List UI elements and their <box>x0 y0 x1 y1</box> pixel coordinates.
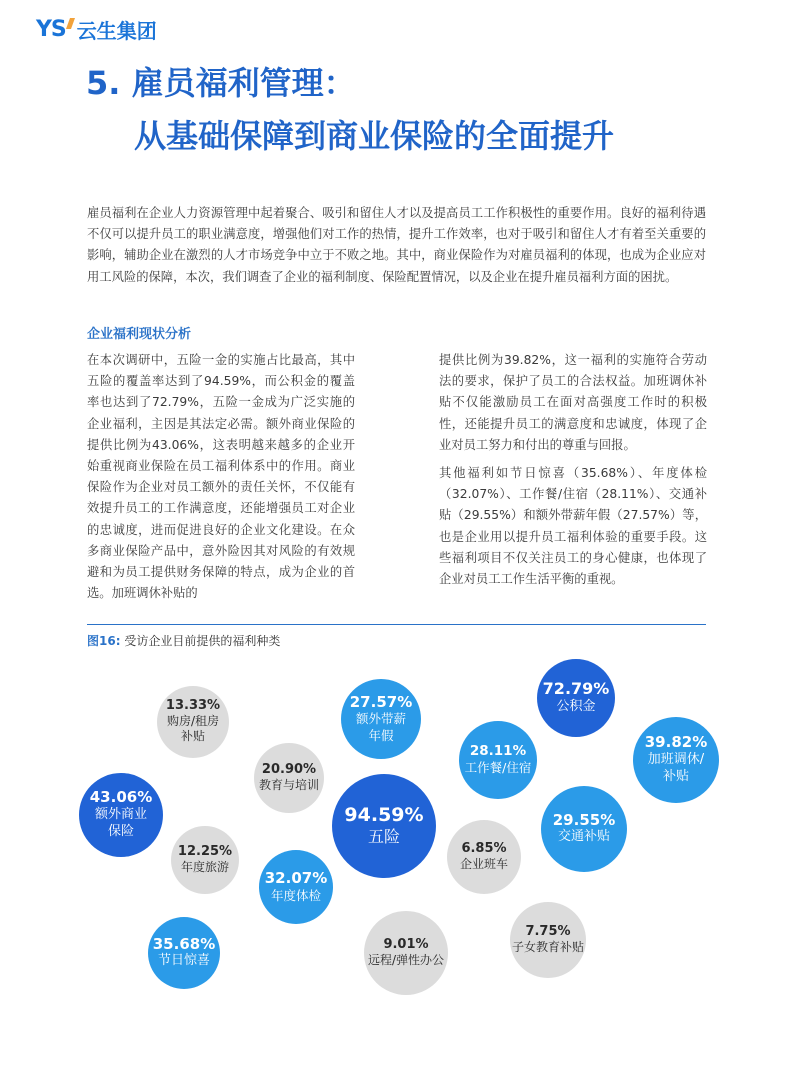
bubble-label: 年度旅游 <box>180 859 229 874</box>
logo-mark-icon <box>66 18 75 29</box>
page-title-line1: 5. 雇员福利管理： <box>86 64 356 102</box>
left-paragraph: 在本次调研中，五险一金的实施占比最高，其中五险的覆盖率达到了94.59%，而公积金的覆盖率也达到了72.79%，五险一金成为广泛实施的企业福利，主因是其法定必需。额外商业保险的提供比例为43.06%，这表明越来越多的企业开始重视商业保险在员工福利体系中的作用。商业保险作为企业对员工额外的责任关怀，不仅能有效提升员工的工作满意度，还能增强员工对企业的忠诚度，进而促进良好的企业文化建设。在众多商业保险产品中，意外险因其对风险的有效规避和为员工提供财务保障的特点，成为企业的首选。加班调休补贴的 <box>87 353 355 601</box>
bubble-14 <box>510 902 586 978</box>
bubble-label: 节日惊喜 <box>157 953 210 969</box>
bubble-10 <box>254 743 324 813</box>
bubble-label: 企业班车 <box>459 856 508 871</box>
bubble-6 <box>259 850 333 924</box>
right-paragraph-1: 提供比例为39.82%，这一福利的实施符合劳动法的要求，保护了员工的合法权益。加班调休补贴不仅能激励员工在面对高强度工作时的积极性，还能提升员工的满意度和忠诚度，体现了企业对员工努力和付出的尊重与回报。 <box>439 353 707 452</box>
bubble-value: 94.59% <box>344 803 424 826</box>
bubble-4 <box>633 717 719 803</box>
bubble-value: 32.07% <box>264 869 328 888</box>
bubble-label: 公积金 <box>556 698 596 714</box>
bubble-label: 保险 <box>107 823 134 839</box>
logo-company-name: 云生集团 <box>76 18 157 43</box>
bubble-label: 教育与培训 <box>258 777 319 792</box>
bubble-label: 远程/弹性办公 <box>367 952 445 967</box>
bubble-7 <box>541 786 627 872</box>
bubble-value: 43.06% <box>89 788 153 807</box>
bubble-value: 27.57% <box>349 693 413 712</box>
intro-paragraph: 雇员福利在企业人力资源管理中起着聚合、吸引和留住人才以及提高员工工作积极性的重要作用。良好的福利待遇不仅可以提升员工的职业满意度，增强他们对工作的热情，提升工作效率，也对于吸引和留住人才有着至关重要的影响，辅助企业在激烈的人才市场竞争中立于不败之地。其中，商业保险作为对雇员福利的体现，也成为企业应对用工风险的保障，本次，我们调查了企业的福利制度、保险配置情况，以及企业在提升雇员福利方面的困扰。 <box>87 206 706 284</box>
bubble-value: 12.25% <box>177 843 233 859</box>
bubble-label: 交通补贴 <box>557 829 610 845</box>
bubble-value: 20.90% <box>261 761 317 777</box>
bubble-label: 额外商业 <box>94 806 147 822</box>
bubble-value: 7.75% <box>525 923 571 939</box>
figure-divider <box>87 624 706 625</box>
company-logo <box>36 14 157 44</box>
bubble-value: 6.85% <box>461 840 507 856</box>
bubble-11 <box>157 686 229 758</box>
bubble-2 <box>537 659 615 737</box>
bubble-label: 购房/租房 <box>166 713 220 728</box>
left-column <box>87 350 355 611</box>
bubble-value: 72.79% <box>542 679 610 699</box>
bubble-12 <box>171 826 239 894</box>
section-heading: 企业福利现状分析 <box>87 327 192 342</box>
right-column <box>439 350 707 597</box>
bubble-label: 额外带薪 <box>355 711 406 727</box>
bubble-value: 9.01% <box>383 936 429 952</box>
bubble-1 <box>332 774 436 878</box>
bubble-label: 补贴 <box>180 729 205 744</box>
bubble-5 <box>148 917 220 989</box>
bubble-label: 年假 <box>368 727 394 743</box>
bubble-label: 五险 <box>367 826 400 846</box>
figure-caption <box>87 632 280 649</box>
bubble-label: 加班调休/ <box>647 751 705 767</box>
bubble-value: 39.82% <box>644 733 708 752</box>
bubble-label: 工作餐/住宿 <box>464 759 532 775</box>
bubble-value: 29.55% <box>552 810 616 829</box>
bubble-value: 13.33% <box>165 697 221 713</box>
bubble-15 <box>447 820 521 894</box>
logo-ys: YS <box>36 16 66 42</box>
bubble-9 <box>341 679 421 759</box>
bubble-13 <box>364 911 448 995</box>
page-title-line2: 从基础保障到商业保险的全面提升 <box>134 117 615 155</box>
bubble-8 <box>459 721 537 799</box>
bubble-value: 35.68% <box>152 934 216 953</box>
right-paragraph-2: 其他福利如节日惊喜（35.68%）、年度体检（32.07%）、工作餐/住宿（28.11%）、交通补贴（29.55%）和额外带薪年假（27.57%）等，也是企业用以提升员工福利体验的重要手段。这些福利项目不仅关注员工的身心健康，也体现了企业对员工工作生活平衡的重视。 <box>439 466 707 587</box>
figure-number: 图16: <box>87 634 121 648</box>
bubble-value: 28.11% <box>469 743 527 760</box>
bubble-label: 年度体检 <box>270 887 321 903</box>
bubble-3 <box>79 773 163 857</box>
figure-caption-text: 受访企业目前提供的福利种类 <box>124 634 281 648</box>
bubble-label: 子女教育补贴 <box>511 939 584 954</box>
bubble-label: 补贴 <box>662 768 689 784</box>
